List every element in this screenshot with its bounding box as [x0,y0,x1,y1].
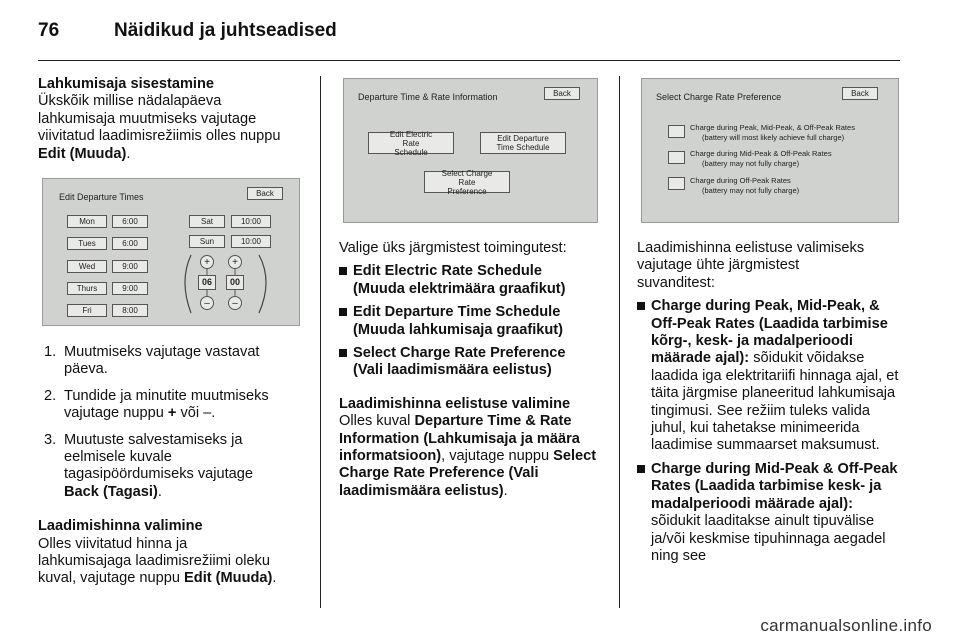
day-button-fri[interactable]: Fri [67,304,107,317]
text-line: Muutuste salvestamiseks ja [64,431,243,448]
time-field-fri[interactable]: 8:00 [112,304,148,317]
list-item [637,298,903,455]
back-term: Back (Tagasi) [64,483,158,500]
option-label [690,123,890,143]
text-line: Ükskõik millise nädalapäeva [38,93,222,110]
option-label [690,149,890,169]
text-line: (battery may not fully charge) [702,186,800,195]
time-field-sat[interactable]: 10:00 [231,215,271,228]
button-name-term: Select Charge Rate Preference (Vali laadimismäära eelistus) [339,448,597,499]
day-button-thurs[interactable]: Thurs [67,282,107,295]
text-line: Olles viivitatud hinna ja [38,535,188,552]
text-line: Charge during Mid-Peak & Off-Peak Rates [690,149,832,158]
text-run: , vajutage nuppu [441,448,554,465]
column-3 [637,240,903,571]
steps-list [38,344,313,501]
list-item [339,263,609,298]
punct: . [272,570,277,587]
edit-term: Edit (Muuda) [184,570,273,587]
column-1-lower [38,344,313,588]
column-1 [38,76,313,163]
day-button-wed[interactable]: Wed [67,260,107,273]
options-list [339,263,609,379]
punct: . [503,482,508,499]
text-line: viivitatud laadimisrežiimis olles nuppu [38,128,281,145]
text-line: vajutage ühte järgmistest [637,257,800,274]
page-number: 76 [38,20,60,41]
time-field-thurs[interactable]: 9:00 [112,282,148,295]
screen-title: Departure Time & Rate Information [358,92,498,102]
text-line: kuval, vajutage nuppu [38,570,185,587]
rate-intro [38,536,313,588]
text-line: Tundide ja minutite muutmiseks [64,387,269,404]
option-description: sõidukit laaditakse ainult tipuvälise ja/või keskmise tipuhinnaga aegadel ning see [651,513,886,564]
option-description: sõidukit võidakse laadida iga elektritariifi hinnaga ajal, et täita järgmise planeeritud lahkumisaja tingimusi. See režiim tuleks valida juhul, kui tahetakse minimeerida laadimise summaarset maksumust. [651,350,899,454]
day-button-mon[interactable]: Mon [67,215,107,228]
list-item [38,344,313,379]
edit-departure-time-button[interactable]: Edit Departure Time Schedule [480,132,566,154]
hour-display: 06 [198,275,216,290]
back-button[interactable]: Back [842,87,878,100]
preference-options-intro [637,240,903,292]
text-line: eelmisele kuvale [64,449,172,466]
time-field-tues[interactable]: 6:00 [112,237,148,250]
section-heading-preference: Laadimishinna eelistuse valimine [339,395,571,412]
watermark: carmanualsonline.info [760,616,932,635]
option-checkbox-off[interactable] [668,177,685,190]
bullet-icon [637,465,645,473]
bullet-icon [339,308,347,316]
column-divider-1 [320,76,321,608]
text-line: Charge during Off-Peak Rates [690,176,791,185]
text-line: (Vali laadimismäära eelistus) [353,362,552,379]
column-2 [339,240,609,500]
time-field-mon[interactable]: 6:00 [112,215,148,228]
text-line: Muutmiseks vajutage vastavat [64,344,260,360]
list-item [38,432,313,502]
text-line: (Muuda lahkumisaja graafikut) [353,321,564,338]
text-line: lahkumisajaga laadimisrežiimi oleku [38,553,270,570]
step-number: 2. [44,387,57,404]
section-heading-rate: Laadimishinna valimine [38,518,203,535]
punct: . [126,145,131,162]
time-adjust-arcs [43,179,299,325]
option-term: Charge during Mid-Peak & Off-Peak Rates (Laadida tarbimise kesk- ja madalperioodi määrade ajal): [651,460,898,512]
text-line: või –. [176,405,216,422]
screen-departure-rate-info [343,78,598,223]
day-button-sun[interactable]: Sun [189,235,225,248]
text-line: (battery will most likely achieve full charge) [702,133,845,142]
punct: . [157,483,162,500]
list-item [339,345,609,380]
text-line: lahkumisaja muutmiseks vajutage [38,110,257,127]
list-item [38,388,313,423]
list-item [339,304,609,339]
screen-title: Edit Departure Times [59,192,144,202]
options-intro: Valige üks järgmistest toimingutest: [339,240,567,256]
header-rule [38,60,900,61]
text-line: (Muuda elektrimäära graafikut) [353,280,566,297]
edit-term: Edit (Muuda) [38,145,127,162]
option-label [690,176,890,196]
text-line: Select Charge Rate Preference [353,345,566,362]
time-field-sun[interactable]: 10:00 [231,235,271,248]
bullet-icon [339,349,347,357]
preference-intro [339,413,609,500]
minute-plus-button[interactable]: + [228,255,242,269]
section-heading-departure: Lahkumisaja sisestamine [38,76,215,92]
back-button[interactable]: Back [544,87,580,100]
edit-electric-rate-button[interactable]: Edit Electric Rate Schedule [368,132,454,154]
back-button[interactable]: Back [247,187,283,200]
select-charge-rate-button[interactable]: Select Charge Rate Preference [424,171,510,193]
step-number: 1. [44,344,57,360]
option-term: Charge during Peak, Mid-Peak, & Off-Peak Rates (Laadida tarbimise kõrg-, kesk- ja madalperioodi määrade ajal): [651,298,888,367]
text-line: (battery may not fully charge) [702,159,800,168]
bullet-icon [637,302,645,310]
text-line: Edit Electric Rate Schedule [353,263,542,280]
time-field-wed[interactable]: 9:00 [112,260,148,273]
preference-options-list [637,298,903,565]
departure-intro [38,93,313,163]
page-title: Näidikud ja juhtseadised [114,20,337,41]
column-divider-2 [619,76,620,608]
screen-edit-departure-times [42,178,300,326]
text-line: vajutage nuppu [64,405,168,422]
list-item [637,461,903,565]
text-line: suvanditest: [637,274,715,291]
step-number: 3. [44,431,57,448]
text-line: Laadimishinna eelistuse valimiseks [637,240,865,256]
text-line: Edit Departure Time Schedule [353,304,561,321]
text-line: Charge during Peak, Mid-Peak, & Off-Peak Rates [690,123,855,132]
text-line: päeva. [64,361,108,378]
minute-display: 00 [226,275,244,290]
text-line: tagasipöördumiseks vajutage [64,466,254,483]
day-button-sat[interactable]: Sat [189,215,225,228]
bullet-icon [339,267,347,275]
option-checkbox-mid-off[interactable] [668,151,685,164]
screen-name-term: Departure Time & Rate Information (Lahkumisaja ja määra informatsioon) [339,413,580,465]
hour-minus-button[interactable]: – [200,296,214,310]
option-checkbox-peak-mid-off[interactable] [668,125,685,138]
hour-plus-button[interactable]: + [200,255,214,269]
screen-select-charge-rate [641,78,899,223]
plus-term: + [167,405,177,422]
text-run: Olles kuval [339,413,415,430]
screen-title: Select Charge Rate Preference [656,92,782,102]
day-button-tues[interactable]: Tues [67,237,107,250]
minute-minus-button[interactable]: – [228,296,242,310]
